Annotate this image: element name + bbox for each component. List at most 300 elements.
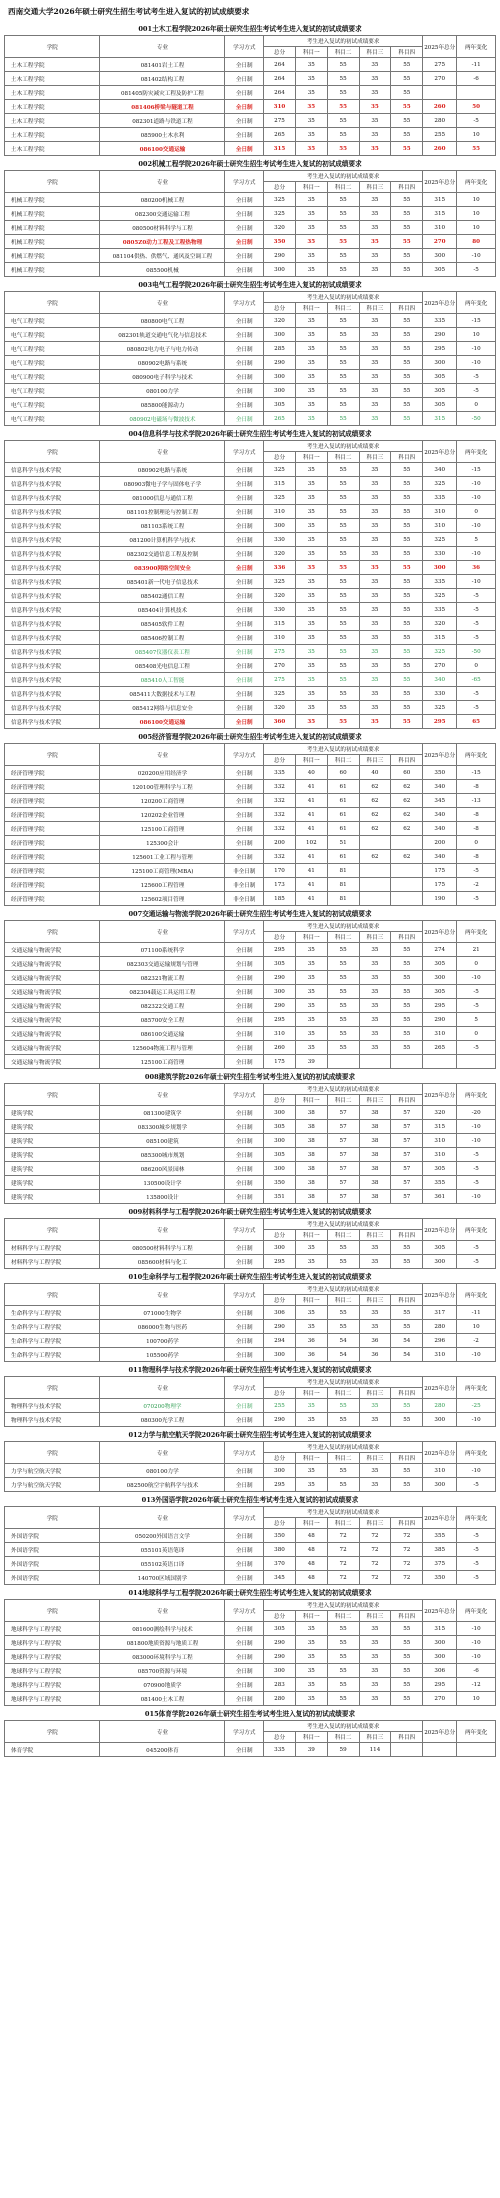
cell-score: 35 [295, 645, 327, 659]
cell-score: 48 [295, 1557, 327, 1571]
cell-score: 38 [359, 1120, 391, 1134]
cell-score: 35 [295, 370, 327, 384]
cell-college: 地球科学与工程学院 [5, 1678, 100, 1692]
col-major: 专业 [100, 921, 225, 943]
cell-major: 055101英语笔译 [100, 1543, 225, 1557]
cell-score: 55 [327, 193, 359, 207]
cell-change: -5 [457, 384, 496, 398]
col-major: 专业 [100, 1721, 225, 1743]
col-college: 学院 [5, 744, 100, 766]
cell-score: 55 [327, 263, 359, 277]
cell-change: -5 [457, 589, 496, 603]
cell-major: 080802电力电子与电力传动 [100, 342, 225, 356]
cell-mode: 全日制 [225, 589, 264, 603]
cell-major: 085700安全工程 [100, 1013, 225, 1027]
cell-score: 275 [264, 645, 296, 659]
cell-score: 39 [295, 1743, 327, 1757]
cell-major: 080903微电子学与固体电子学 [100, 477, 225, 491]
cell-prev: 300 [423, 249, 457, 263]
col-s3: 科目三 [359, 1611, 391, 1622]
cell-score: 62 [391, 850, 423, 864]
cell-college: 地球科学与工程学院 [5, 1636, 100, 1650]
cell-college: 生命科学与工程学院 [5, 1306, 100, 1320]
cell-score: 35 [359, 207, 391, 221]
col-major: 专业 [100, 1442, 225, 1464]
cell-mode: 全日制 [225, 715, 264, 729]
cell-prev: 340 [423, 808, 457, 822]
cell-score: 57 [391, 1106, 423, 1120]
cell-college: 经济管理学院 [5, 864, 100, 878]
col-s2: 科目二 [327, 932, 359, 943]
cell-college: 地球科学与工程学院 [5, 1650, 100, 1664]
cell-score: 55 [391, 617, 423, 631]
cell-score: 55 [327, 561, 359, 575]
cell-prev: 310 [423, 1134, 457, 1148]
cell-score: 55 [391, 1306, 423, 1320]
cell-score: 300 [264, 1162, 296, 1176]
cell-college: 材料科学与工程学院 [5, 1241, 100, 1255]
table-row [5, 1650, 496, 1664]
cell-change: -10 [457, 491, 496, 505]
cell-college: 生命科学与工程学院 [5, 1334, 100, 1348]
cell-score: 35 [359, 221, 391, 235]
cell-prev: 340 [423, 822, 457, 836]
table-row [5, 1134, 496, 1148]
cell-major: 086100交通运输 [100, 142, 225, 156]
cell-college: 土木工程学院 [5, 72, 100, 86]
cell-college: 地球科学与工程学院 [5, 1692, 100, 1706]
cell-major: 086100交通运输 [100, 715, 225, 729]
cell-score: 35 [295, 100, 327, 114]
cell-score: 295 [264, 1013, 296, 1027]
cell-major: 086100交通运输 [100, 1027, 225, 1041]
cell-score: 41 [295, 808, 327, 822]
cell-change: 80 [457, 235, 496, 249]
cell-change: -10 [457, 1650, 496, 1664]
cell-prev: 295 [423, 715, 457, 729]
col-s2: 科目二 [327, 1230, 359, 1241]
cell-mode: 全日制 [225, 1162, 264, 1176]
cell-mode: 全日制 [225, 1557, 264, 1571]
table-row [5, 328, 496, 342]
cell-score: 332 [264, 808, 296, 822]
cell-college: 信息科学与技术学院 [5, 491, 100, 505]
cell-college: 信息科学与技术学院 [5, 533, 100, 547]
section [4, 731, 496, 906]
cell-score: 55 [327, 86, 359, 100]
cell-major: 081104供热、供燃气、通风及空调工程 [100, 249, 225, 263]
cell-prev: 335 [423, 491, 457, 505]
cell-score: 35 [359, 1241, 391, 1255]
cell-score: 55 [391, 1464, 423, 1478]
cell-mode: 全日制 [225, 328, 264, 342]
cell-college: 交通运输与物流学院 [5, 971, 100, 985]
cell-mode: 全日制 [225, 943, 264, 957]
col-s3: 科目三 [359, 303, 391, 314]
cell-mode: 全日制 [225, 547, 264, 561]
cell-score: 35 [295, 603, 327, 617]
table-row [5, 1106, 496, 1120]
cell-score: 55 [391, 1478, 423, 1492]
cell-major: 105500药学 [100, 1348, 225, 1362]
table-row [5, 342, 496, 356]
cell-score: 38 [295, 1134, 327, 1148]
col-s3: 科目三 [359, 1230, 391, 1241]
table-row [5, 1027, 496, 1041]
col-s3: 科目三 [359, 1732, 391, 1743]
cell-prev: 300 [423, 356, 457, 370]
table-row [5, 1241, 496, 1255]
cell-score: 35 [295, 1464, 327, 1478]
cell-prev [423, 1743, 457, 1757]
cell-major: 081300建筑学 [100, 1106, 225, 1120]
cell-score: 290 [264, 1650, 296, 1664]
col-group: 考生进入复试的初试成绩要求 [264, 1442, 423, 1453]
header-row [5, 1600, 496, 1611]
cell-score: 35 [359, 100, 391, 114]
cell-score: 62 [359, 850, 391, 864]
score-table [4, 1720, 496, 1757]
cell-score: 62 [391, 808, 423, 822]
cell-score: 55 [391, 547, 423, 561]
cell-score: 35 [359, 957, 391, 971]
col-s3: 科目三 [359, 1518, 391, 1529]
cell-college: 交通运输与物流学院 [5, 957, 100, 971]
cell-score: 55 [327, 1320, 359, 1334]
cell-score: 57 [391, 1148, 423, 1162]
cell-score: 55 [327, 985, 359, 999]
cell-score: 35 [359, 673, 391, 687]
col-college: 学院 [5, 1377, 100, 1399]
table-row [5, 221, 496, 235]
cell-score: 55 [391, 356, 423, 370]
cell-mode: 全日制 [225, 1041, 264, 1055]
cell-score: 35 [359, 999, 391, 1013]
cell-score: 55 [391, 943, 423, 957]
cell-score: 55 [327, 505, 359, 519]
col-mode: 学习方式 [225, 1507, 264, 1529]
cell-prev: 375 [423, 1557, 457, 1571]
table-row [5, 701, 496, 715]
cell-mode: 全日制 [225, 1650, 264, 1664]
cell-change: -10 [457, 356, 496, 370]
cell-college: 生命科学与工程学院 [5, 1320, 100, 1334]
cell-score: 35 [295, 263, 327, 277]
col-prev: 2025年总分 [423, 1442, 457, 1464]
cell-mode: 全日制 [225, 533, 264, 547]
cell-mode: 全日制 [225, 463, 264, 477]
cell-score: 55 [391, 86, 423, 100]
cell-college: 机械工程学院 [5, 207, 100, 221]
cell-score: 72 [327, 1529, 359, 1543]
cell-prev: 295 [423, 999, 457, 1013]
cell-score: 54 [327, 1334, 359, 1348]
cell-score: 54 [391, 1334, 423, 1348]
cell-change: 0 [457, 659, 496, 673]
cell-change: -8 [457, 780, 496, 794]
cell-score: 35 [359, 58, 391, 72]
table-row [5, 412, 496, 426]
score-table [4, 440, 496, 729]
col-s4: 科目四 [391, 755, 423, 766]
cell-score: 35 [359, 477, 391, 491]
cell-college: 建筑学院 [5, 1190, 100, 1204]
cell-major: 050200外国语言文学 [100, 1529, 225, 1543]
col-group: 考生进入复试的初试成绩要求 [264, 1084, 423, 1095]
cell-score: 35 [359, 971, 391, 985]
cell-college: 机械工程学院 [5, 221, 100, 235]
cell-score: 35 [359, 114, 391, 128]
cell-score: 55 [327, 249, 359, 263]
cell-change: -25 [457, 1399, 496, 1413]
cell-score: 330 [264, 603, 296, 617]
cell-change: -5 [457, 1041, 496, 1055]
cell-score: 55 [327, 1041, 359, 1055]
cell-mode: 全日制 [225, 575, 264, 589]
cell-score: 35 [359, 1664, 391, 1678]
table-row [5, 1478, 496, 1492]
cell-college: 电气工程学院 [5, 328, 100, 342]
table-row [5, 547, 496, 561]
section-title: 010生命科学与工程学院2026年硕士研究生招生考试考生进入复试的初试成绩要求 [128, 1273, 372, 1281]
cell-score: 351 [264, 1190, 296, 1204]
cell-mode: 全日制 [225, 617, 264, 631]
cell-score: 290 [264, 1636, 296, 1650]
cell-score: 55 [327, 687, 359, 701]
cell-score: 35 [359, 412, 391, 426]
cell-score: 295 [264, 1255, 296, 1269]
table-row [5, 477, 496, 491]
cell-score: 55 [327, 999, 359, 1013]
cell-college: 信息科学与技术学院 [5, 659, 100, 673]
cell-change: -5 [457, 999, 496, 1013]
table-row [5, 1664, 496, 1678]
col-group: 考生进入复试的初试成绩要求 [264, 1600, 423, 1611]
col-college: 学院 [5, 921, 100, 943]
cell-major: 120100管理科学与工程 [100, 780, 225, 794]
table-row [5, 575, 496, 589]
cell-mode: 全日制 [225, 561, 264, 575]
cell-mode: 全日制 [225, 971, 264, 985]
cell-change [457, 1055, 496, 1069]
cell-score: 35 [295, 72, 327, 86]
table-row [5, 463, 496, 477]
col-s4: 科目四 [391, 1388, 423, 1399]
cell-mode: 全日制 [225, 1636, 264, 1650]
cell-score: 55 [391, 1664, 423, 1678]
cell-score: 325 [264, 193, 296, 207]
cell-prev: 290 [423, 328, 457, 342]
score-table [4, 1376, 496, 1427]
cell-change: -15 [457, 766, 496, 780]
cell-score: 35 [295, 1027, 327, 1041]
cell-score: 35 [295, 561, 327, 575]
cell-score: 35 [295, 631, 327, 645]
col-s1: 科目一 [295, 47, 327, 58]
cell-score: 55 [327, 645, 359, 659]
cell-score: 55 [391, 999, 423, 1013]
cell-score: 35 [295, 985, 327, 999]
cell-major: 080500材料科学与工程 [100, 221, 225, 235]
cell-score: 320 [264, 701, 296, 715]
cell-change: -10 [457, 249, 496, 263]
cell-score: 57 [327, 1134, 359, 1148]
cell-score: 55 [327, 1255, 359, 1269]
header-row [5, 1721, 496, 1732]
cell-mode: 全日制 [225, 477, 264, 491]
cell-score: 35 [359, 1013, 391, 1027]
cell-major: 085100建筑 [100, 1134, 225, 1148]
cell-score: 35 [359, 328, 391, 342]
cell-score: 60 [391, 766, 423, 780]
cell-score: 350 [264, 235, 296, 249]
header-row [5, 1442, 496, 1453]
col-s1: 科目一 [295, 932, 327, 943]
cell-score: 55 [391, 957, 423, 971]
cell-score: 55 [327, 1664, 359, 1678]
cell-major: 0805Z0动力工程及工程热物理 [100, 235, 225, 249]
cell-mode: 全日制 [225, 1148, 264, 1162]
cell-score: 55 [391, 463, 423, 477]
cell-change: -5 [457, 1176, 496, 1190]
cell-prev [423, 1055, 457, 1069]
cell-score: 335 [264, 766, 296, 780]
table-row [5, 1399, 496, 1413]
col-s2: 科目二 [327, 755, 359, 766]
cell-score: 41 [295, 878, 327, 892]
cell-score: 255 [264, 1399, 296, 1413]
cell-score: 320 [264, 314, 296, 328]
col-change: 两年变化 [457, 171, 496, 193]
cell-mode: 全日制 [225, 398, 264, 412]
score-table [4, 1283, 496, 1362]
section [4, 1708, 496, 1757]
col-s2: 科目二 [327, 1518, 359, 1529]
cell-major: 135800设计 [100, 1190, 225, 1204]
cell-change: 10 [457, 128, 496, 142]
score-table [4, 1083, 496, 1204]
cell-score: 55 [391, 533, 423, 547]
table-row [5, 1041, 496, 1055]
col-s1: 科目一 [295, 452, 327, 463]
cell-score: 35 [295, 505, 327, 519]
cell-change: -5 [457, 617, 496, 631]
cell-score: 72 [391, 1543, 423, 1557]
cell-score: 325 [264, 687, 296, 701]
cell-college: 电气工程学院 [5, 356, 100, 370]
cell-score: 35 [295, 589, 327, 603]
col-s4: 科目四 [391, 1732, 423, 1743]
cell-score: 35 [359, 1478, 391, 1492]
cell-major: 082302交通信息工程及控制 [100, 547, 225, 561]
cell-score: 55 [391, 673, 423, 687]
col-prev: 2025年总分 [423, 1721, 457, 1743]
cell-score: 55 [327, 519, 359, 533]
cell-score: 35 [359, 687, 391, 701]
cell-score: 55 [391, 1650, 423, 1664]
cell-score: 55 [391, 1241, 423, 1255]
cell-prev: 274 [423, 943, 457, 957]
cell-score: 55 [391, 603, 423, 617]
cell-score: 38 [359, 1134, 391, 1148]
header-row [5, 36, 496, 47]
table-row [5, 1692, 496, 1706]
cell-score: 48 [295, 1529, 327, 1543]
cell-score: 35 [295, 491, 327, 505]
cell-score: 55 [327, 221, 359, 235]
cell-score: 38 [295, 1176, 327, 1190]
cell-major: 081200计算机科学与技术 [100, 533, 225, 547]
cell-mode: 全日制 [225, 263, 264, 277]
cell-prev: 315 [423, 1622, 457, 1636]
cell-college: 外国语学院 [5, 1557, 100, 1571]
cell-score: 57 [391, 1134, 423, 1148]
cell-prev: 345 [423, 794, 457, 808]
cell-change: -5 [457, 603, 496, 617]
table-row [5, 128, 496, 142]
table-row [5, 1557, 496, 1571]
cell-score: 35 [359, 645, 391, 659]
cell-score: 35 [359, 603, 391, 617]
table-row [5, 822, 496, 836]
cell-score [359, 878, 391, 892]
section-title: 009材料科学与工程学院2026年硕士研究生招生考试考生进入复试的初试成绩要求 [128, 1208, 372, 1216]
col-prev: 2025年总分 [423, 1219, 457, 1241]
cell-score: 55 [391, 1413, 423, 1427]
cell-score: 35 [295, 1478, 327, 1492]
cell-score: 55 [391, 631, 423, 645]
cell-change: -11 [457, 58, 496, 72]
header-row [5, 921, 496, 932]
col-group: 考生进入复试的初试成绩要求 [264, 921, 423, 932]
cell-score: 48 [295, 1571, 327, 1585]
cell-college: 经济管理学院 [5, 836, 100, 850]
cell-college: 体育学院 [5, 1743, 100, 1757]
cell-score: 55 [327, 384, 359, 398]
cell-prev: 260 [423, 100, 457, 114]
cell-score: 55 [327, 1464, 359, 1478]
cell-score: 35 [359, 547, 391, 561]
cell-mode: 全日制 [225, 1678, 264, 1692]
cell-prev: 350 [423, 1571, 457, 1585]
col-total: 总分 [264, 452, 296, 463]
table-row [5, 1013, 496, 1027]
cell-score: 35 [359, 1041, 391, 1055]
table-row [5, 957, 496, 971]
cell-score: 310 [264, 505, 296, 519]
cell-score: 185 [264, 892, 296, 906]
section-title: 015体育学院2026年硕士研究生招生考试考生进入复试的初试成绩要求 [144, 1710, 356, 1718]
cell-score: 55 [391, 207, 423, 221]
cell-major: 085900土木水利 [100, 128, 225, 142]
cell-major: 085402通信工程 [100, 589, 225, 603]
cell-change: -5 [457, 864, 496, 878]
cell-score: 35 [295, 547, 327, 561]
cell-score: 55 [327, 1692, 359, 1706]
cell-college: 经济管理学院 [5, 878, 100, 892]
cell-college: 物理科学与技术学院 [5, 1413, 100, 1427]
cell-prev: 325 [423, 645, 457, 659]
cell-prev: 305 [423, 398, 457, 412]
cell-score: 55 [327, 412, 359, 426]
cell-score: 265 [264, 128, 296, 142]
cell-prev: 290 [423, 1013, 457, 1027]
score-table [4, 35, 496, 156]
col-change: 两年变化 [457, 1084, 496, 1106]
table-row [5, 1571, 496, 1585]
cell-score: 55 [391, 491, 423, 505]
cell-score: 35 [295, 384, 327, 398]
